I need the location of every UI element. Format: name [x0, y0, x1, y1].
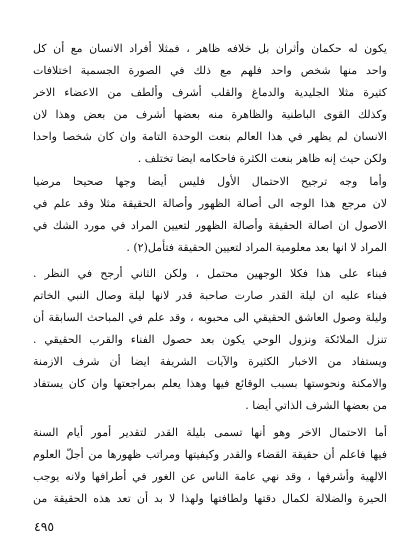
- text-line: فيها فاعلم أن حقيقة القضاء والقدر وكيفيتها ومراتب ظهورها من أجلّ العلوم: [33, 448, 387, 461]
- text-line: ويستفاد من الاخبار الكثيرة والآيات الشريفة ايضا أن شرف الازمنة: [33, 355, 387, 368]
- text-line: الحيرة والضلالة لكمال دقتها ولطافتها ولهذا لا بد أن تعد هذه الحقيقة من: [33, 492, 387, 505]
- text-line: يكون له حكمان وأثران بل خلافه ظاهر ، فمثلا أفراد الانسان مع أن كل: [33, 42, 387, 55]
- text-line: المراد لا انها بعد معلومية المراد لتعيين الحقيقة فتأمل(٢) .: [126, 241, 387, 254]
- paragraph-1: [33, 38, 387, 170]
- text-line: فبناء عليه ان ليلة القدر صارت صاحبة قدر لانها ليلة وصال النبي الخاتم: [33, 289, 387, 302]
- text-line: الالهية وأشرفها ، وقد نهي عامة الناس عن الغور في أطرافها ولانه يوجب: [33, 470, 387, 483]
- text-line: تنزل الملائكة ونزول الوحي يكون بعد حصول الفناء والقرب الحقيقي .: [33, 333, 387, 346]
- text-line: ولكن حيث إنه ظاهر بنعت الكثرة فاحكامه ايضا تختلف .: [137, 152, 387, 165]
- paragraph-2: [33, 171, 387, 259]
- text-line: واحد منها شخص واحد فلهم مع ذلك في الصورة الجسمية اختلافات: [33, 64, 387, 77]
- text-line: كثيرة مثلا الجليدية والدماغ والقلب أشرف وألطف من الاعضاء الاخر: [33, 86, 387, 99]
- text-line: الاصول ان اصالة الحقيقة وأصالة الظهور لتعيين المراد في مورد الشك في: [33, 219, 387, 232]
- text-line: الانسان لم يظهر في هذا العالم بنعت الوحدة التامة وان كان شخصا واحدا: [33, 130, 387, 143]
- paragraph-4: [33, 422, 387, 510]
- text-line: وليلة وصول العاشق الحقيقي الى محبوبه ، وقد علم في المباحث السابقة أن: [33, 311, 387, 324]
- text-line: فبناء على هذا فكلا الوجهين محتمل ، ولكن الثاني أرجح في النظر .: [33, 267, 387, 280]
- page-number: ٤٩٥: [34, 519, 55, 534]
- text-line: وكذلك القوى الباطنية والظاهرة منه بعضها أشرف من بعض وهذا لان: [33, 108, 387, 121]
- paragraph-3: [33, 263, 387, 417]
- text-line: والامكنة ونحوستها بسبب الوقائع فيها وهذا يعلم بمراجعتها وان كان يستفاد: [33, 377, 387, 390]
- text-line: من بعضها الشرف الذاتي أيضا .: [245, 399, 387, 412]
- text-line: لان مرجع هذا الوجه الى أصالة الظهور وأصالة الحقيقة مثلا وقد علم في: [33, 197, 387, 210]
- text-line: وأما وجه ترجيح الاحتمال الأول فليس أيضا وجها صحيحا مرضيا: [33, 175, 387, 188]
- text-line: أما الاحتمال الاخر وهو أنها تسمى بليلة القدر لتقدير أمور أيام السنة: [33, 426, 387, 439]
